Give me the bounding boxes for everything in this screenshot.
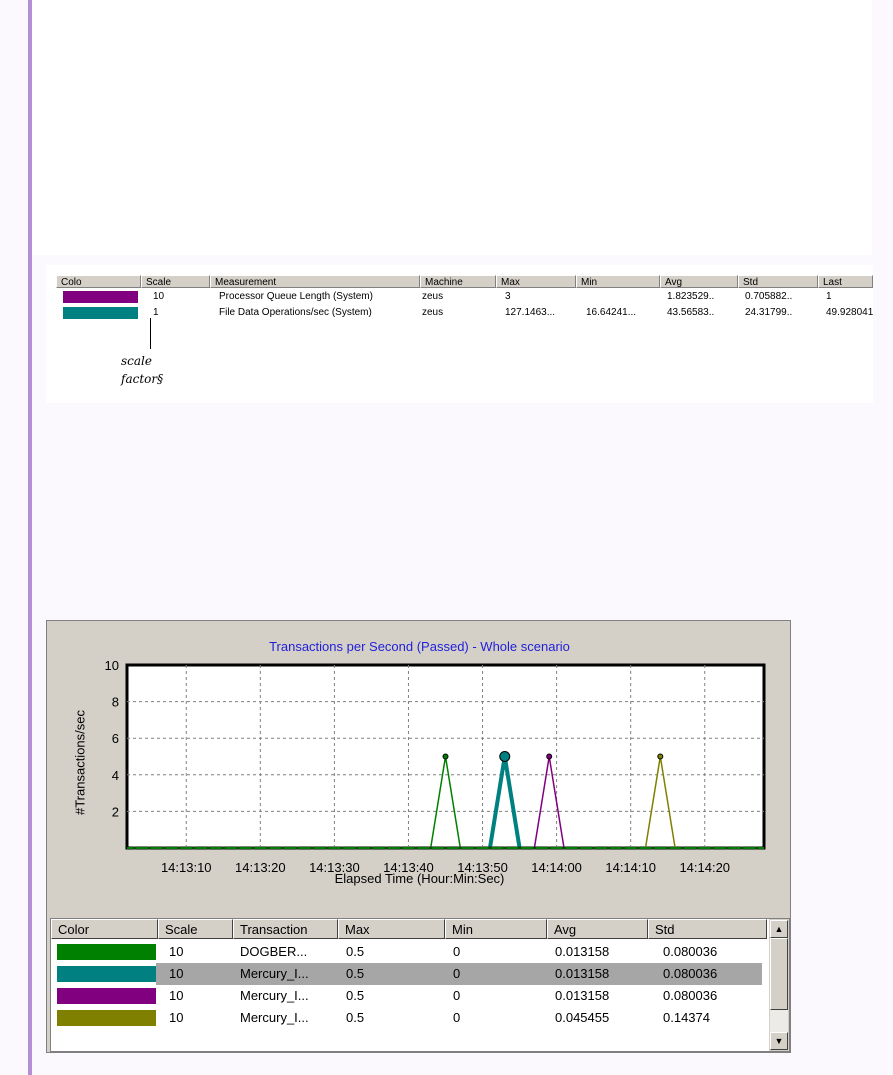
baseline-point xyxy=(177,847,180,850)
baseline-point xyxy=(163,847,166,850)
measurement-table-header xyxy=(56,275,873,290)
scale-cell: 10 xyxy=(169,966,184,981)
scale-cell: 1 xyxy=(153,307,159,318)
std-cell: 24.31799.. xyxy=(745,307,793,318)
y-tick-label: 10 xyxy=(104,658,119,673)
max-cell: 0.5 xyxy=(346,944,365,959)
y-tick-label: 2 xyxy=(111,804,119,820)
color-swatch xyxy=(57,988,156,1004)
annotation-line-1: scale xyxy=(121,354,152,368)
min-cell: 0 xyxy=(453,988,461,1003)
baseline-point xyxy=(696,847,699,850)
baseline-point xyxy=(207,847,210,850)
baseline-point xyxy=(711,847,714,850)
baseline-point xyxy=(370,847,373,850)
col-color[interactable]: Color xyxy=(51,919,158,939)
baseline-point xyxy=(577,847,580,850)
series-peak-point xyxy=(658,754,663,759)
baseline-point xyxy=(340,847,343,850)
col-measurement[interactable]: Measurement xyxy=(210,275,420,288)
std-cell: 0.080036 xyxy=(663,966,718,981)
baseline-point xyxy=(474,847,477,850)
max-cell: 0.5 xyxy=(346,988,365,1003)
avg-cell: 1.823529.. xyxy=(667,291,715,302)
baseline-point xyxy=(355,847,358,850)
baseline-point xyxy=(548,847,551,850)
baseline-point xyxy=(725,847,728,850)
std-cell: 0.705882.. xyxy=(745,291,793,302)
avg-cell: 0.045455 xyxy=(555,1010,610,1025)
measurement-row[interactable] xyxy=(56,289,873,305)
x-tick-label: 14:14:00 xyxy=(531,860,582,875)
baseline-point xyxy=(518,847,521,850)
col-max[interactable]: Max xyxy=(496,275,576,288)
baseline-point xyxy=(459,847,462,850)
baseline-point xyxy=(651,847,654,850)
color-swatch xyxy=(63,307,138,319)
x-tick-label: 14:14:10 xyxy=(605,860,656,875)
scroll-track[interactable] xyxy=(770,1010,788,1032)
series-peak-point xyxy=(547,754,552,759)
color-swatch xyxy=(63,291,138,303)
baseline-point xyxy=(503,847,506,850)
min-cell: 0 xyxy=(453,944,461,959)
baseline-point xyxy=(607,847,610,850)
baseline-point xyxy=(133,847,136,850)
transactions-table xyxy=(50,918,790,1052)
baseline-point xyxy=(563,847,566,850)
col-scale[interactable]: Scale xyxy=(158,919,233,939)
baseline-point xyxy=(325,847,328,850)
min-cell: 16.64241... xyxy=(586,307,637,318)
col-min[interactable]: Min xyxy=(576,275,660,288)
x-tick-label: 14:14:20 xyxy=(679,860,731,875)
min-cell: 0 xyxy=(453,1010,461,1025)
vertical-scrollbar[interactable] xyxy=(769,919,789,1051)
scale-cell: 10 xyxy=(153,291,165,302)
avg-cell: 0.013158 xyxy=(555,944,610,959)
col-machine[interactable]: Machine xyxy=(420,275,496,288)
scroll-thumb[interactable] xyxy=(770,938,788,1010)
max-cell: 127.1463... xyxy=(505,307,556,318)
max-cell: 3 xyxy=(505,291,511,302)
y-tick-label: 4 xyxy=(111,767,119,783)
transaction-cell: DOGBER... xyxy=(240,944,308,959)
measurement-legend-panel xyxy=(46,265,873,403)
baseline-point xyxy=(251,847,254,850)
scroll-down-icon[interactable]: ▼ xyxy=(770,1032,788,1050)
chart-title: Transactions per Second (Passed) - Whole scenario xyxy=(269,639,570,654)
std-cell: 0.080036 xyxy=(663,988,718,1003)
baseline-point xyxy=(281,847,284,850)
annotation-leader-line xyxy=(150,318,151,349)
std-cell: 0.14374 xyxy=(663,1010,710,1025)
scale-cell: 10 xyxy=(169,944,184,959)
y-tick-label: 8 xyxy=(111,694,119,710)
std-cell: 0.080036 xyxy=(663,944,718,959)
transaction-row-selected[interactable] xyxy=(51,963,767,985)
last-cell: 1 xyxy=(826,291,832,302)
baseline-point xyxy=(622,847,625,850)
baseline-point xyxy=(311,847,314,850)
y-ticks xyxy=(105,658,119,819)
baseline-point xyxy=(222,847,225,850)
x-axis-label: Elapsed Time (Hour:Min:Sec) xyxy=(334,871,505,886)
blank-area xyxy=(32,0,872,255)
baseline-point xyxy=(429,847,432,850)
baseline-point xyxy=(400,847,403,850)
col-color[interactable]: Colo xyxy=(56,275,141,288)
baseline-point xyxy=(740,847,743,850)
col-std[interactable]: Std xyxy=(738,275,818,288)
baseline-point xyxy=(533,847,536,850)
avg-cell: 43.56583.. xyxy=(667,307,715,318)
max-cell: 0.5 xyxy=(346,966,365,981)
transaction-cell: Mercury_I... xyxy=(240,966,309,981)
baseline-point xyxy=(148,847,151,850)
scale-cell: 10 xyxy=(169,1010,184,1025)
col-scale[interactable]: Scale xyxy=(141,275,210,288)
series-peak-point xyxy=(500,752,510,762)
color-swatch xyxy=(57,966,156,982)
col-transaction[interactable]: Transaction xyxy=(233,919,338,939)
baseline-point xyxy=(266,847,269,850)
machine-cell: zeus xyxy=(422,307,444,318)
col-std[interactable]: Std xyxy=(648,919,767,939)
max-cell: 0.5 xyxy=(346,1010,365,1025)
baseline-point xyxy=(681,847,684,850)
y-tick-label: 6 xyxy=(111,731,119,747)
transaction-row[interactable] xyxy=(51,1007,767,1029)
last-cell: 49.928041 xyxy=(826,307,874,318)
machine-cell: zeus xyxy=(422,291,444,302)
avg-cell: 0.013158 xyxy=(555,988,610,1003)
baseline-point xyxy=(414,847,417,850)
scroll-up-icon[interactable]: ▲ xyxy=(770,920,788,938)
baseline-point xyxy=(637,847,640,850)
baseline-point xyxy=(755,847,758,850)
col-max[interactable]: Max xyxy=(338,919,445,939)
scale-cell: 10 xyxy=(169,988,184,1003)
baseline-point xyxy=(488,847,491,850)
min-cell: 0 xyxy=(453,966,461,981)
x-tick-label: 14:13:30 xyxy=(309,860,360,875)
measurement-row[interactable] xyxy=(56,305,873,321)
baseline-point xyxy=(296,847,299,850)
measurement-cell: Processor Queue Length (System) xyxy=(219,291,373,302)
color-swatch xyxy=(57,944,156,960)
col-min[interactable]: Min xyxy=(445,919,547,939)
col-avg[interactable]: Avg xyxy=(660,275,738,288)
col-avg[interactable]: Avg xyxy=(547,919,648,939)
annotation-line-2: factor§ xyxy=(121,372,164,386)
transaction-cell: Mercury_I... xyxy=(240,1010,309,1025)
transactions-graph-window xyxy=(46,620,791,1053)
series-peak-point xyxy=(443,754,448,759)
x-tick-label: 14:13:50 xyxy=(457,860,508,875)
baseline-point xyxy=(592,847,595,850)
transaction-row[interactable] xyxy=(51,941,767,963)
transaction-cell: Mercury_I... xyxy=(240,988,309,1003)
col-last[interactable]: Last xyxy=(818,275,873,288)
y-axis-label: #Transactions/sec xyxy=(72,710,88,816)
x-tick-label: 14:13:40 xyxy=(383,860,434,875)
baseline-point xyxy=(444,847,447,850)
baseline-point xyxy=(237,847,240,850)
color-swatch xyxy=(57,1010,156,1026)
avg-cell: 0.013158 xyxy=(555,966,610,981)
baseline-point xyxy=(385,847,388,850)
x-tick-label: 14:13:20 xyxy=(235,860,286,875)
measurement-cell: File Data Operations/sec (System) xyxy=(219,307,372,318)
x-tick-label: 14:13:10 xyxy=(160,860,212,875)
baseline-point xyxy=(666,847,669,850)
baseline-point xyxy=(192,847,195,850)
transaction-row[interactable] xyxy=(51,985,767,1007)
transactions-table-header xyxy=(51,919,767,939)
scale-factor-annotation xyxy=(121,352,163,388)
